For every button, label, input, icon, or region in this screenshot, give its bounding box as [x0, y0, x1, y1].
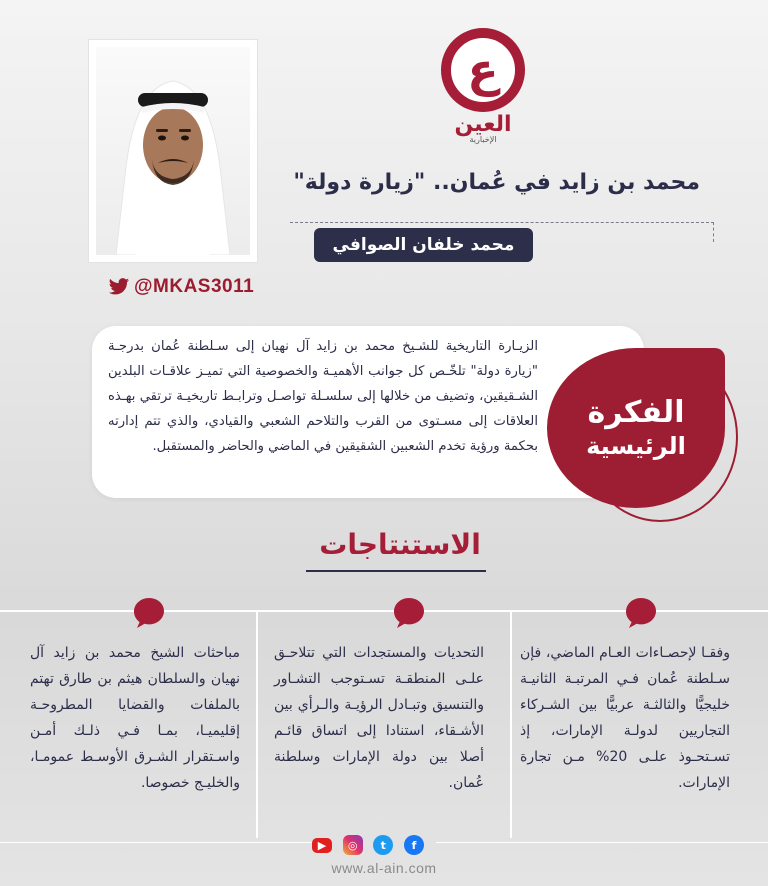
logo-ring-icon: ع	[441, 28, 525, 112]
column-separator	[256, 610, 258, 838]
al-ain-logo	[437, 28, 529, 150]
main-idea-badge-line2: الرئيسية	[586, 432, 686, 460]
author-photo-frame	[89, 40, 257, 262]
main-idea-badge-line1: الفكرة	[587, 395, 685, 430]
author-photo	[96, 47, 250, 255]
main-idea-badge	[547, 348, 725, 508]
twitter-handle-text: @MKAS3011	[134, 276, 255, 297]
website-url[interactable]: www.al-ain.com	[331, 860, 437, 876]
footer-divider	[436, 842, 768, 843]
speech-bubble-icon	[132, 596, 166, 630]
footer-divider	[0, 842, 330, 843]
conclusion-item: مباحثات الشيخ محمد بن زايد آل نهيان والسلطان هيثم بن طارق تهتم بالملفات والقضايا المطروحـة إقليميـا، بمـا فـي ذلـك أمـن واسـتقرار الشـرق الأوسـط عمومـا، والخليـج خصوصا.	[30, 645, 240, 791]
author-name-badge: محمد خلفان الصوافي	[314, 228, 533, 262]
column-separator	[510, 610, 512, 838]
speech-bubble-icon	[392, 596, 426, 630]
youtube-icon[interactable]: ▶	[312, 838, 332, 853]
page-title: محمد بن زايد في عُمان.. "زيارة دولة"	[293, 170, 700, 195]
conclusion-item: التحديات والمستجدات التي تتلاحـق علـى المنطقـة تسـتوجب التشـاور والتنسيق وتبـادل الرؤيـة والـرأي بين الأشـقاء، استنادا إلى اتساق قائـم أصلا بين دولة الإمارات وسلطنة عُمان.	[274, 645, 484, 791]
conclusions-underline	[306, 570, 486, 572]
social-links	[312, 834, 424, 856]
conclusions-title: الاستنتاجات	[319, 528, 481, 561]
twitter-icon[interactable]: t	[373, 835, 393, 855]
instagram-icon[interactable]: ◎	[343, 835, 363, 855]
author-portrait-illustration	[96, 47, 250, 255]
logo-subtitle: الإخبارية	[469, 135, 497, 144]
twitter-handle[interactable]	[108, 275, 268, 299]
logo-name: العين	[454, 112, 512, 137]
twitter-bird-icon	[108, 277, 130, 297]
facebook-icon[interactable]: f	[404, 835, 424, 855]
main-idea-text: الزيـارة التاريخية للشـيخ محمد بن زايد آل نهيان إلى سـلطنة عُمان بدرجـة "زيارة دولة" تلخّـص كل جوانب الأهميـة والخصوصية التي تميـز علاقـات البلدين الشـقيقين، وتضيف من خلالها إلى سلسـلة تواصـل وترابـط تاريخيـة ترتقي بهـذه العلاقات إلى مسـتوى من القرب والتلاحم الشعبي والقيادي، والذي تتم إدارته بحكمة ورؤية تخدم الشعبين الشقيقين في الماضي والحاضر والمستقبل.	[108, 339, 538, 454]
conclusion-item: وفقـا لإحصـاءات العـام الماضي، فإن سـلطنة عُمان فـي المرتبـة الثانيـة خليجيًّا والثالثـة عربيًّا بين الشـركاء التجاريين لدولـة الإمارات، إذ تسـتحـوذ علـى 20% مـن تجارة الإمارات.	[520, 645, 730, 791]
speech-bubble-icon	[624, 596, 658, 630]
